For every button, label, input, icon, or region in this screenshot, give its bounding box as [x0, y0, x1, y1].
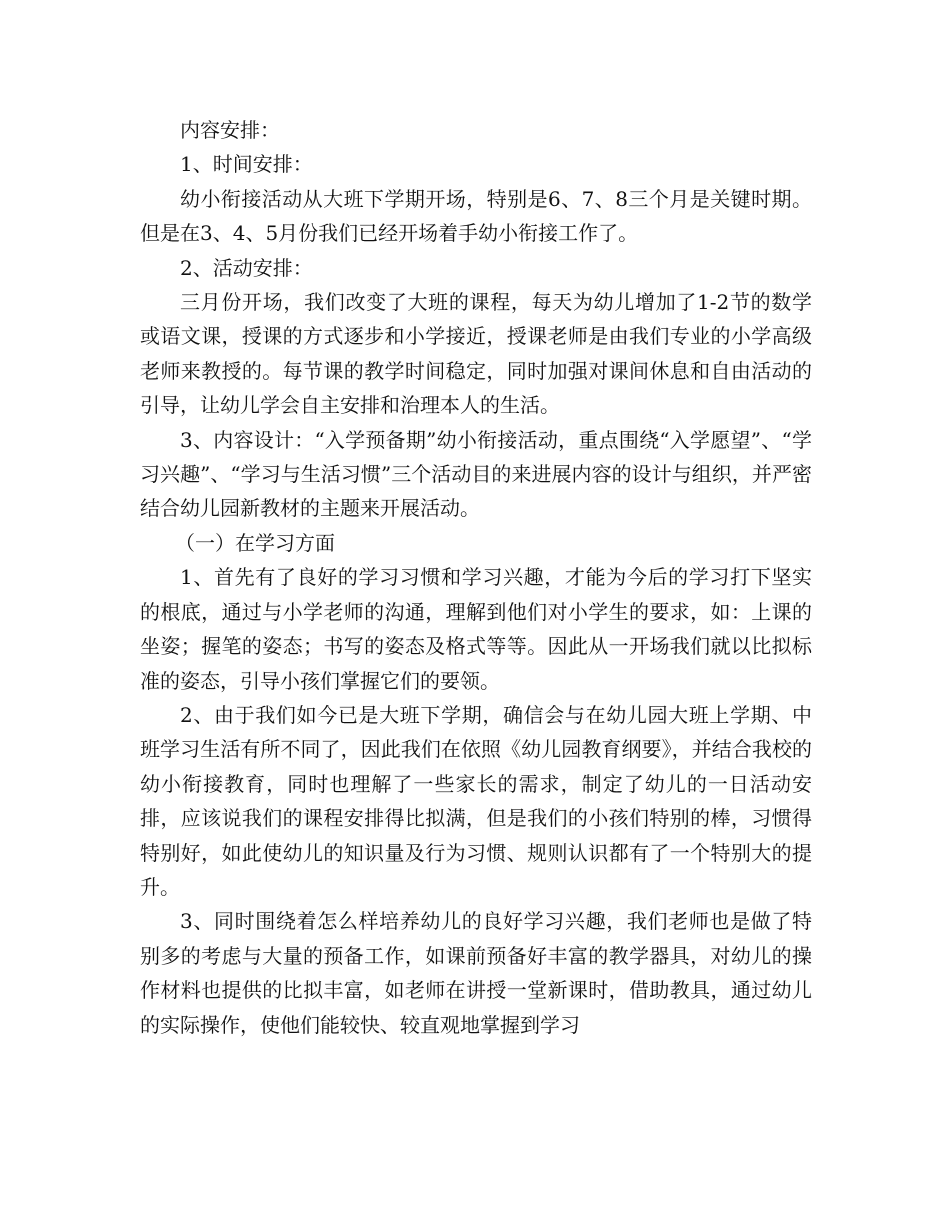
- document-body: [140, 113, 812, 1042]
- paragraph-activity-arrangement: 三月份开场，我们改变了大班的课程，每天为幼儿增加了1-2节的数学或语文课，授课的方式逐步和小学接近，授课老师是由我们专业的小学高级老师来教授的。每节课的教学时间稳定，同时加强对课间休息和自由活动的引导，让幼儿学会自主安排和治理本人的生活。: [140, 290, 812, 418]
- subheading-learning-aspect: （一）在学习方面: [175, 530, 335, 555]
- paragraph-learning-3: 3、同时围绕着怎么样培养幼儿的良好学习兴趣，我们老师也是做了特别多的考虑与大量的预备工作，如课前预备好丰富的教学器具，对幼儿的操作材料也提供的比拟丰富，如老师在讲授一堂新课时，借助教具，通过幼儿的实际操作，使他们能较快、较直观地掌握到学习: [140, 909, 812, 1037]
- paragraph-time-arrangement: 幼小衔接活动从大班下学期开场，特别是6、7、8三个月是关键时期。但是在3、4、5月份我们已经开场着手幼小衔接工作了。: [140, 186, 812, 246]
- section-heading-content-arrangement: 内容安排：: [180, 118, 280, 142]
- paragraph-learning-1: 1、首先有了良好的学习习惯和学习兴趣，才能为今后的学习打下坚实的根底，通过与小学老师的沟通，理解到他们对小学生的要求，如：上课的坐姿；握笔的姿态；书写的姿态及格式等等。因此从一开场我们就以比拟标准的姿态，引导小孩们掌握它们的要领。: [140, 565, 812, 693]
- subheading-activity-arrangement: 2、活动安排：: [180, 255, 313, 280]
- paragraph-content-design: 3、内容设计：“入学预备期”幼小衔接活动，重点围绕“入学愿望”、“学习兴趣”、“学习与生活习惯”三个活动目的来进展内容的设计与组织，并严密结合幼儿园新教材的主题来开展活动。: [140, 427, 812, 521]
- paragraph-learning-2: 2、由于我们如今已是大班下学期，确信会与在幼儿园大班上学期、中班学习生活有所不同了，因此我们在依照《幼儿园教育纲要》，并结合我校的幼小衔接教育，同时也理解了一些家长的需求，制定了幼儿的一日活动安排，应该说我们的课程安排得比拟满，但是我们的小孩们特别的棒，习惯得特别好，如此使幼儿的知识量及行为习惯、规则认识都有了一个特别大的提升。: [140, 702, 812, 899]
- subheading-time-arrangement: 1、时间安排：: [180, 152, 313, 177]
